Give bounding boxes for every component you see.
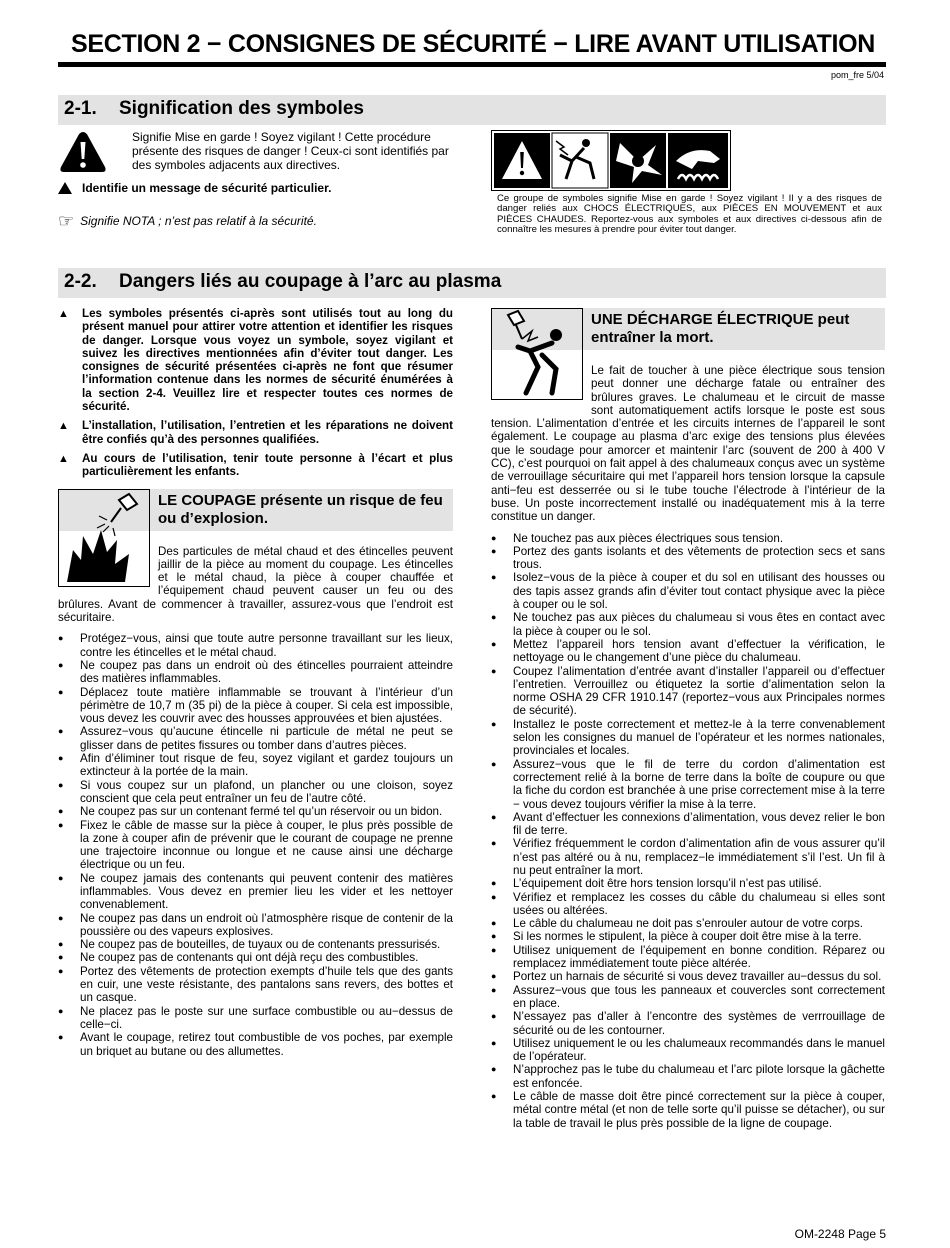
bullet-item: ● N’approchez pas le tube du chalumeau et l’arc pilote lorsque la gâchette est enfoncée. bbox=[491, 1063, 885, 1090]
bullet-item: ● Portez des gants isolants et des vêtements de protection secs et sans trous. bbox=[491, 545, 885, 572]
warning-triangle-icon bbox=[58, 130, 108, 174]
bullet-item: ● Ne touchez pas aux pièces du chalumeau si vous êtes en contact avec la pièce à couper ou le sol. bbox=[491, 611, 885, 638]
bullet-item: ● Si vous coupez sur un plafond, un plancher ou une cloison, soyez conscient que cela peut entraîner un feu de l’autre côté. bbox=[58, 779, 453, 806]
shock-hazard-block bbox=[491, 308, 885, 1130]
shock-bullets bbox=[491, 532, 885, 1130]
fire-explosion-icon bbox=[59, 490, 149, 586]
bullet-item: ● Ne coupez pas de contenants qui ont déjà reçu des combustibles. bbox=[58, 951, 453, 964]
fire-hazard-block bbox=[58, 489, 453, 1058]
hazard-symbols-icon bbox=[492, 131, 730, 190]
left-column bbox=[58, 307, 453, 1058]
section-2-2-header bbox=[58, 268, 886, 298]
note-row bbox=[58, 211, 454, 231]
fire-hazard-paragraph: Des particules de métal chaud et des étincelles peuvent jaillir de la pièce au moment du coupage. Les étincelles et le métal chaud, la pièce à couper chauffée et l’équipement chaud peuvent causer un feu ou des brûlures. Avant de commencer à travailler, assurez-vous que l’endroit est sécuritaire. bbox=[58, 544, 453, 625]
electric-shock-icon bbox=[492, 309, 582, 399]
bullet-item: ● Portez un harnais de sécurité si vous devez travailler au−dessus du sol. bbox=[491, 970, 885, 983]
bullet-item: ● Utilisez uniquement le ou les chalumeaux recommandés dans le manuel de l’opérateur. bbox=[491, 1037, 885, 1064]
warning-text: Signifie Mise en garde ! Soyez vigilant ! Cette procédure présente des risques de danger ! Ceux-ci sont identifiés par des symboles adjacents aux directives. bbox=[132, 130, 449, 172]
bullet-item: ● Vérifiez et remplacez les cosses du câble du chalumeau si elles sont usées ou altérées. bbox=[491, 891, 885, 918]
bullet-item: ● Déplacez toute matière inflammable se trouvant à l’intérieur d’un périmètre de 10,7 m (35 pi) de la pièce à couper. Si cela est impossible, vous devez les couvrir avec des housses approuvées et bien ajustées. bbox=[58, 686, 453, 726]
pointing-hand-icon: ☞ bbox=[58, 211, 75, 231]
bullet-item: ● Ne coupez jamais des contenants qui peuvent contenir des matières inflammables. Vous devez en premier lieu les vider et les nettoyer convenablement. bbox=[58, 872, 453, 912]
bullet-item: ● Ne placez pas le poste sur une surface combustible ou au−dessus de celle−ci. bbox=[58, 1005, 453, 1032]
bullet-item: ● Assurez−vous que tous les panneaux et couvercles sont correctement en place. bbox=[491, 984, 885, 1011]
bullet-item: ● Isolez−vous de la pièce à couper et du sol en utilisant des housses ou des tapis assez grands afin d’éviter tout contact physique avec la pièce à couper ou le sol. bbox=[491, 571, 885, 611]
bullet-item: ● Avant le coupage, retirez tout combustible de vos poches, par exemple un briquet au butane ou des allumettes. bbox=[58, 1031, 453, 1058]
section-number: 2-1. bbox=[64, 98, 97, 119]
bullet-item: ● Protégez−vous, ainsi que toute autre personne travaillant sur les lieux, contre les étincelles et le métal chaud. bbox=[58, 632, 453, 659]
bullet-item: ● Afin d’éliminer tout risque de feu, soyez vigilant et gardez toujours un extincteur à la portée de la main. bbox=[58, 752, 453, 779]
shock-hazard-paragraph: Le fait de toucher à une pièce électrique sous tension peut donner une décharge fatale ou entraîner des brûlures graves. Le chalumeau et le circuit de masse sont automatiquement actifs lorsque le poste est sous tension. L’alimentation d’entrée et les circuits internes de l’appareil le sont également. Le coupage au plasma d’arc exige des tensions plus élevées que le soudage pour amorcer et maintenir l’arc (souvent de 200 à 400 V CC), c’est pourquoi on fait appel à des chalumeaux conçus avec un système de verrouillage sécuritaire qui met l’appareil hors tension lorsque la capsule anti−feu est desserrée ou si le tube touche l’électrode à l’intérieur de la buse. Un poste incorrectement installé ou inadéquatement mis à la terre constitue un danger. bbox=[491, 364, 885, 524]
fire-explosion-box bbox=[58, 489, 150, 587]
small-triangle-icon: ▲ bbox=[58, 308, 69, 320]
bullet-item: ● Le câble du chalumeau ne doit pas s’enrouler autour de votre corps. bbox=[491, 917, 885, 930]
title-rule bbox=[58, 62, 886, 67]
intro-item bbox=[58, 452, 453, 479]
hazard-symbols-caption: Ce groupe de symboles signifie Mise en garde ! Soyez vigilant ! Il y a des risques de danger reliés aux CHOCS ÉLECTRIQUES, aux PIÈCES EN MOUVEMENT et aux PIÈCES CHAUDES. Reportez-vous aux symboles et aux directives ci-dessous afin de connaître les mesures à prendre pour éviter tout danger. bbox=[497, 193, 882, 236]
bullet-item: ● Assurez−vous que le fil de terre du cordon d’alimentation est correctement relié à la borne de terre dans la boîte de coupure ou que la fiche du cordon est branchée à une prise correctement mise à la terre − vous devez toujours vérifier la mise à la terre. bbox=[491, 758, 885, 811]
bullet-item: ● Le câble de masse doit être pincé correctement sur la pièce à couper, métal contre métal (et non de telle sorte qu’il puisse se détacher), ou sur la table de travail le plus près possible de la ligne de coupage. bbox=[491, 1090, 885, 1130]
intro-item bbox=[58, 419, 453, 446]
intro-text: Au cours de l’utilisation, tenir toute personne à l’écart et plus particulièrement les enfants. bbox=[82, 451, 453, 479]
section-2-1-header bbox=[58, 95, 886, 125]
bullet-item: ● Mettez l’appareil hors tension avant d’effectuer la vérification, le nettoyage ou le changement d’une pièce du chalumeau. bbox=[491, 638, 885, 665]
warning-symbol-row bbox=[58, 130, 454, 174]
bullet-item: ● Installez le poste correctement et mettez-le à la terre convenablement selon les consignes du manuel de l’opérateur et les normes nationales, provinciales et locales. bbox=[491, 718, 885, 758]
identify-row bbox=[58, 181, 454, 195]
electric-shock-box bbox=[491, 308, 583, 400]
bullet-item: ● Ne coupez pas de bouteilles, de tuyaux ou de contenants pressurisés. bbox=[58, 938, 453, 951]
bullet-item: ● Si les normes le stipulent, la pièce à couper doit être mise à la terre. bbox=[491, 930, 885, 943]
intro-item bbox=[58, 307, 453, 413]
bullet-item: ● Ne coupez pas sur un contenant fermé tel qu’un réservoir ou un bidon. bbox=[58, 805, 453, 818]
bullet-item: ● Coupez l’alimentation d’entrée avant d’installer l’appareil ou d’effectuer l’entretien. Verrouillez ou étiquetez la sortie d’alimentation selon la norme OSHA 29 CFR 1910.147 (reportez−vous aux Principales normes de sécurité). bbox=[491, 665, 885, 718]
small-triangle-icon: ▲ bbox=[58, 420, 69, 433]
bullet-item: ● Fixez le câble de masse sur la pièce à couper, le plus près possible de la zone à couper afin de prévenir que le courant de coupage ne prenne une trajectoire inconnue ou longue et ne cause ainsi une décharge électrique ou un feu. bbox=[58, 819, 453, 872]
fire-hazard-heading: LE COUPAGE présente un risque de feu ou d’explosion. bbox=[58, 489, 453, 531]
bullet-item: ● L’équipement doit être hors tension lorsqu’il n’est pas utilisé. bbox=[491, 877, 885, 890]
identify-text: Identifie un message de sécurité particulier. bbox=[82, 181, 332, 195]
section-number: 2-2. bbox=[64, 271, 97, 292]
small-triangle-icon: ▲ bbox=[58, 452, 69, 465]
section-title: Dangers liés au coupage à l’arc au plasma bbox=[119, 271, 502, 292]
intro-text: L’installation, l’utilisation, l’entretien et les réparations ne doivent être confiés qu’à des personnes qualifiées. bbox=[82, 419, 453, 446]
hazard-symbols-group bbox=[491, 130, 731, 191]
fire-bullets bbox=[58, 632, 453, 1058]
bullet-item: ● N’essayez pas d’aller à l’encontre des systèmes de verrrouillage de sécurité ou de les contourner. bbox=[491, 1010, 885, 1037]
bullet-item: ● Assurez−vous qu’aucune étincelle ni particule de métal ne peut se glisser dans de petites fissures ou tomber dans d’autres pièces. bbox=[58, 725, 453, 752]
page-title: SECTION 2 − CONSIGNES DE SÉCURITÉ − LIRE AVANT UTILISATION bbox=[71, 30, 875, 58]
section-title: Signification des symboles bbox=[119, 98, 364, 119]
bullet-item: ● Avant d’effectuer les connexions d’alimentation, vous devez relier le bon fil de terre. bbox=[491, 811, 885, 838]
shock-hazard-heading: UNE DÉCHARGE ÉLECTRIQUE peut entraîner la mort. bbox=[491, 308, 885, 350]
bullet-item: ● Ne touchez pas aux pièces électriques sous tension. bbox=[491, 532, 885, 545]
intro-text: Les symboles présentés ci-après sont utilisés tout au long du présent manuel pour attirer votre attention et identifier les risques de danger. Lorsque vous voyez un symbole, soyez vigilant et suivez les directives mentionnées afin d’éviter tout danger. Les consignes de sécurité présentées ci-après ne font que résumer l’information contenue dans les normes de sécurité énumérées à la section 2-4. Veuillez lire et respecter toutes ces normes de sécurité. bbox=[82, 307, 453, 414]
bullet-item: ● Ne coupez pas dans un endroit où l’atmosphère risque de contenir de la poussière ou des vapeurs explosives. bbox=[58, 912, 453, 939]
right-column bbox=[491, 308, 885, 1130]
page-footer: OM-2248 Page 5 bbox=[794, 1227, 886, 1241]
bullet-item: ● Utilisez uniquement de l’équipement en bonne condition. Réparez ou remplacez immédiatement toute pièce altérée. bbox=[491, 944, 885, 971]
bullet-item: ● Ne coupez pas dans un endroit où des étincelles pourraient atteindre des matières inflammables. bbox=[58, 659, 453, 686]
note-text: Signifie NOTA ; n’est pas relatif à la sécurité. bbox=[80, 214, 317, 228]
bullet-item: ● Vérifiez fréquemment le cordon d’alimentation afin de vous assurer qu’il n’est pas altéré ou à nu, remplacez−le immédiatement s’il l’est. Un fil à nu peut entraîner la mort. bbox=[491, 837, 885, 877]
small-triangle-icon bbox=[58, 182, 72, 194]
form-code: pom_fre 5/04 bbox=[830, 70, 884, 80]
bullet-item: ● Portez des vêtements de protection exempts d’huile tels que des gants en cuir, une veste résistante, des pantalons sans revers, des bottes et un casque. bbox=[58, 965, 453, 1005]
